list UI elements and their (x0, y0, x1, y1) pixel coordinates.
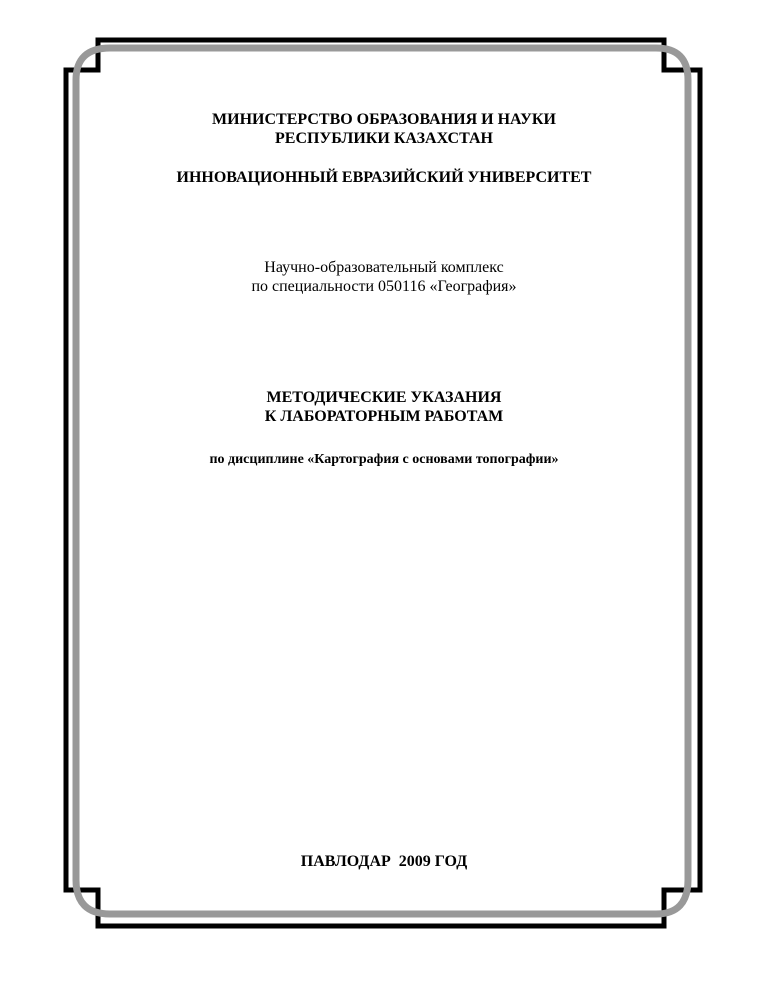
title-line-2: К ЛАБОРАТОРНЫМ РАБОТАМ (264, 408, 504, 426)
complex-line-2: по специальности 050116 «География» (251, 278, 517, 296)
title-line-1: МЕТОДИЧЕСКИЕ УКАЗАНИЯ (266, 389, 502, 406)
document-title (100, 388, 668, 426)
ministry-line-2: РЕСПУБЛИКИ КАЗАХСТАН (275, 130, 493, 148)
discipline-text: по дисциплине «Картография с основами топографии» (209, 452, 559, 467)
complex-block (100, 258, 668, 296)
city-year (100, 852, 668, 871)
university-name: ИННОВАЦИОННЫЙ ЕВРАЗИЙСКИЙ УНИВЕРСИТЕТ (176, 169, 592, 186)
university-heading (100, 168, 668, 187)
city-year-text: ПАВЛОДАР 2009 ГОД (300, 853, 468, 870)
ministry-heading (100, 110, 668, 148)
discipline-line (100, 452, 668, 469)
ministry-line-1: МИНИСТЕРСТВО ОБРАЗОВАНИЯ И НАУКИ (212, 111, 556, 128)
complex-line-1: Научно-образовательный комплекс (264, 259, 504, 276)
